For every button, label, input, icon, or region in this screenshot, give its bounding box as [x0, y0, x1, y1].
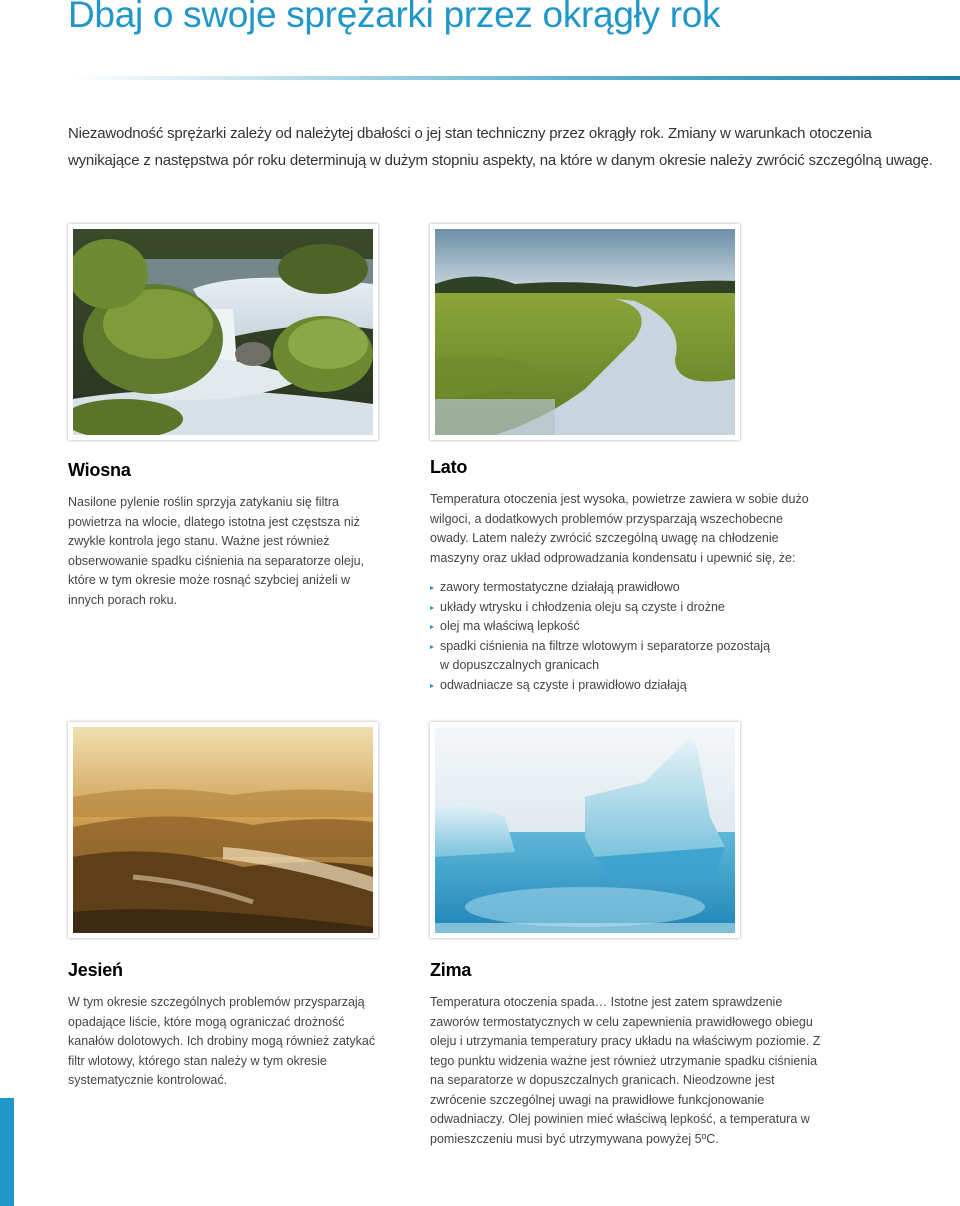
season-spring: [68, 460, 468, 610]
season-heading: Lato: [430, 457, 468, 477]
list-item: odwadniacze są czyste i prawidłowo działają: [430, 676, 830, 696]
season-text: W tym okresie szczególnych problemów przysparzają opadające liście, które mogą ograniczać drożność kanałów dolotowych. Ich drobiny mogą również zatykać filtr wlotowy, którego stan należy w tym okresie systematycznie kontrolować.: [68, 995, 376, 1087]
waterfall-photo: [68, 224, 378, 440]
season-text: Temperatura otoczenia jest wysoka, powietrze zawiera w sobie dużo wilgoci, a dodatkowych problemów przysparzają wszechobecne owady. Latem należy zwrócić szczególną uwagę na chłodzenie maszyny oraz układ odprowadzania kondensatu i upewnić się, że:: [430, 492, 809, 565]
list-item: zawory termostatyczne działają prawidłowo: [430, 578, 830, 598]
list-item: olej ma właściwą lepkość: [430, 617, 830, 637]
summer-checklist: [430, 578, 830, 695]
season-heading: Zima: [430, 960, 472, 980]
page-title: Dbaj o swoje sprężarki przez okrągły rok: [68, 0, 721, 35]
season-summer: [430, 457, 830, 695]
intro-paragraph: Niezawodność sprężarki zależy od należytej dbałości o jej stan techniczny przez okrągły rok. Zmiany w warunkach otoczenia wynikające z następstwa pór roku determinują w dużym stopniu aspekty, na które w danym okresie należy zwrócić szczególną uwagę.: [68, 125, 933, 169]
season-text: Temperatura otoczenia spada… Istotne jest zatem sprawdzenie zaworów termostatycznych w celu zapewnienia prawidłowego obiegu oleju i utrzymania temperatury pracy układu na właściwym poziomie. Z tego punktu widzenia ważne jest również utrzymanie spadku ciśnienia na separatorze w dopuszczalnych granicach. Nieodzowne jest zwrócenie szczególnej uwagi na prawidłowe funkcjonowanie odwadniaczy. Olej powinien mieć właściwą lepkość, a temperatura w pomieszczeniu musi być utrzymywana powyżej 5ºC.: [430, 995, 821, 1146]
title-divider: [68, 76, 960, 80]
season-winter: [430, 960, 830, 1149]
page-edge-marker: [0, 1098, 14, 1206]
season-heading: Wiosna: [68, 460, 131, 480]
iceberg-photo: [430, 722, 740, 938]
season-autumn: [68, 960, 468, 1091]
season-heading: Jesień: [68, 960, 123, 980]
list-item: spadki ciśnienia na filtrze wlotowym i separatorze pozostają w dopuszczalnych granicach: [430, 637, 780, 676]
river-meadow-photo: [430, 224, 740, 440]
misty-hills-photo: [68, 722, 378, 938]
list-item: układy wtrysku i chłodzenia oleju są czyste i drożne: [430, 598, 830, 618]
season-text: Nasilone pylenie roślin sprzyja zatykaniu się filtra powietrza na wlocie, dlatego istotna jest częstsza niż zwykle kontrola jego stanu. Ważne jest również obserwowanie spadku ciśnienia na separatorze oleju, które w tym okresie może rosnąć szybciej aniżeli w innych porach roku.: [68, 495, 365, 607]
